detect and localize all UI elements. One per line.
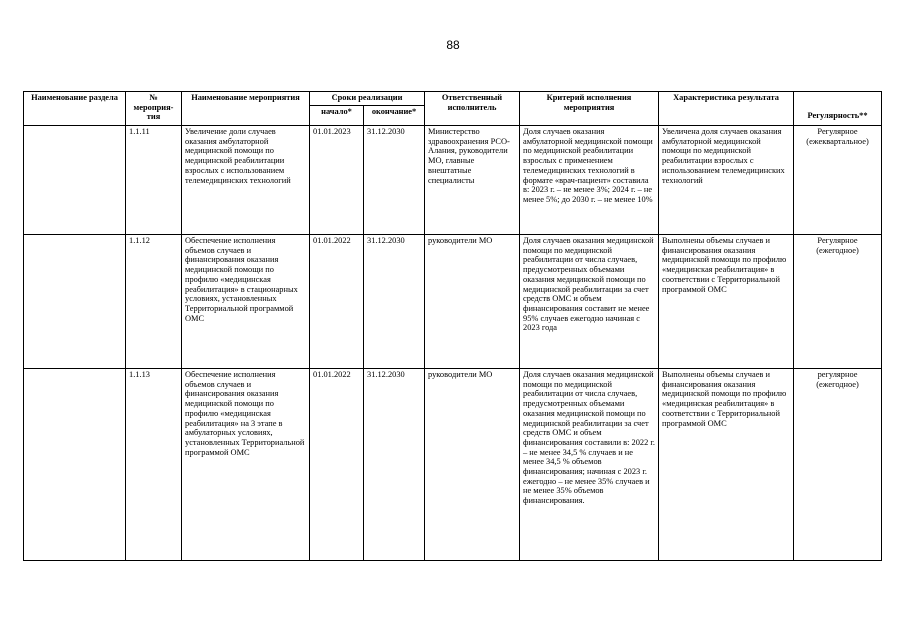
row-executor: Министерство здравоохранения РСО-Алания, руководители МО, главные внештатные специалисты [425,126,520,235]
row-end: 31.12.2030 [364,369,425,561]
row-section [24,235,126,369]
row-result: Увеличена доля случаев оказания амбулаторной медицинской помощи по медицинской реабилитации взрослых с использованием телемедицинских технологий [659,126,794,235]
header-criterion: Критерий исполнения мероприятия [520,92,659,126]
row-start: 01.01.2022 [310,235,364,369]
row-regularity: регулярное (ежегодное) [794,369,882,561]
row-regularity: Регулярное (ежеквартальное) [794,126,882,235]
row-event: Обеспечение исполнения объемов случаев и финансирования оказания медицинской помощи по профилю «медицинская реабилитация» на 3 этапе в амбулаторных условиях, установленных Территориальной программой ОМС [182,369,310,561]
row-criterion: Доля случаев оказания амбулаторной медицинской помощи по медицинской реабилитации взрослых с применением телемедицинских технологий в формате «врач-пациент» составила в: 2023 г. – не менее 3%; 2024 г. – не менее 5%; до 2030 г. – не менее 10% [520,126,659,235]
row-result: Выполнены объемы случаев и финансирования оказания медицинской помощи по профилю «медицинская реабилитация» в соответствии с Территориальной программой ОМС [659,235,794,369]
events-table [23,91,882,561]
row-event: Обеспечение исполнения объемов случаев и финансирования оказания медицинской помощи по профилю «медицинская реабилитация» в стационарных условиях, установленных Территориальной программой ОМС [182,235,310,369]
header-event: Наименование мероприятия [182,92,310,126]
header-terms: Сроки реализации [310,92,425,106]
row-number: 1.1.11 [126,126,182,235]
row-result: Выполнены объемы случаев и финансирования оказания медицинской помощи по профилю «медицинская реабилитация» в соответствии с Территориальной программой ОМС [659,369,794,561]
header-executor: Ответственный исполнитель [425,92,520,126]
row-section [24,369,126,561]
row-number: 1.1.13 [126,369,182,561]
table-row [24,235,882,369]
row-regularity: Регулярное (ежегодное) [794,235,882,369]
row-end: 31.12.2030 [364,126,425,235]
page-number: 88 [446,38,460,52]
header-regularity: Регулярность** [794,92,882,126]
row-criterion: Доля случаев оказания медицинской помощи по медицинской реабилитации от числа случаев, предусмотренных объемами оказания медицинской помощи по медицинской реабилитации за счет средств ОМС и объем финансирования составили в: 2022 г. – не менее 34,5 % случаев и не менее 34,5 % объемов финансирования; начиная с 2023 г. ежегодно – не менее 35% случаев и не менее 35% объемов финансирования. [520,369,659,561]
row-executor: руководители МО [425,235,520,369]
row-criterion: Доля случаев оказания медицинской помощи по медицинской реабилитации от числа случаев, предусмотренных объемами оказания медицинской помощи по медицинской реабилитации за счет средств ОМС и объем финансирования составит не менее 95% случаев ежегодно начиная с 2023 года [520,235,659,369]
row-end: 31.12.2030 [364,235,425,369]
header-start: начало* [310,106,364,126]
row-start: 01.01.2022 [310,369,364,561]
header-end: окончание* [364,106,425,126]
row-number: 1.1.12 [126,235,182,369]
table-row [24,126,882,235]
row-event: Увеличение доли случаев оказания амбулаторной медицинской помощи по медицинской реабилитации взрослых с использованием телемедицинских технологий [182,126,310,235]
row-section [24,126,126,235]
header-result: Характеристика результата [659,92,794,126]
row-executor: руководители МО [425,369,520,561]
header-section: Наименование раздела [24,92,126,126]
header-number: № мероприя-тия [126,92,182,126]
table-row [24,369,882,561]
row-start: 01.01.2023 [310,126,364,235]
